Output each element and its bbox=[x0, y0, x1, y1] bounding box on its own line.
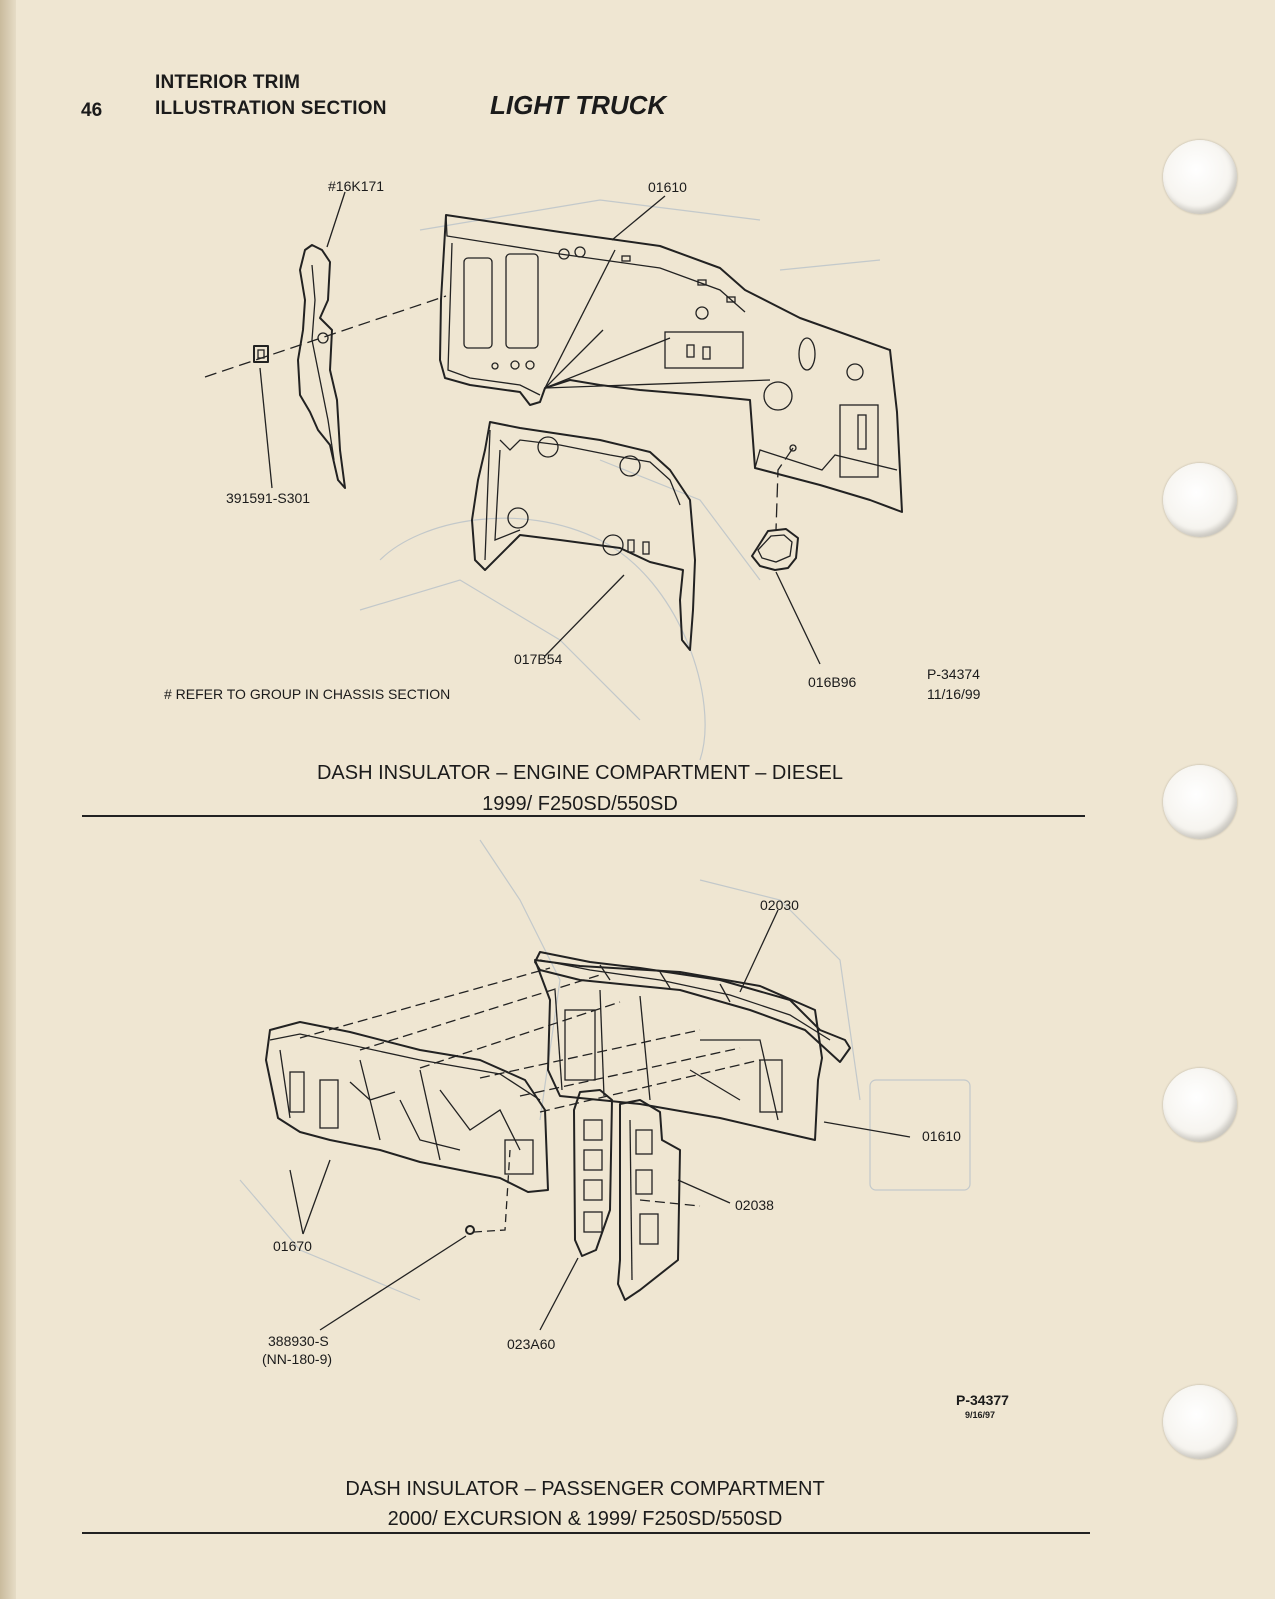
section-title-line1: INTERIOR TRIM bbox=[155, 72, 301, 93]
fig2-ref-date: 9/16/97 bbox=[965, 1410, 996, 1420]
fig1-leader-3 bbox=[260, 368, 272, 488]
fig1-divider bbox=[82, 815, 1085, 817]
fig1-leader-1 bbox=[327, 192, 345, 247]
fig1-grommet-016B96 bbox=[752, 529, 798, 570]
fig1-caption-line2: 1999/ F250SD/550SD bbox=[482, 793, 678, 815]
fig2-front-insulator-01670 bbox=[266, 1022, 548, 1192]
fig2-callout-388930-S: 388930-S bbox=[268, 1333, 329, 1349]
fig2-leader-4a bbox=[290, 1170, 303, 1234]
fig2-rear-panel-01610 bbox=[535, 960, 822, 1140]
brand-title: LIGHT TRUCK bbox=[490, 90, 667, 120]
fig2-callout-NN-180-9: (NN-180-9) bbox=[262, 1351, 333, 1367]
fig2-pin-388930 bbox=[466, 1150, 510, 1234]
fig2-callout-02038: 02038 bbox=[735, 1197, 774, 1213]
fig2-callout-01670: 01670 bbox=[273, 1238, 312, 1254]
fig1-ref-number: P-34374 bbox=[927, 666, 980, 682]
page-number: 46 bbox=[81, 100, 103, 121]
fig2-callout-01610: 01610 bbox=[922, 1128, 961, 1144]
fig2-caption-line1: DASH INSULATOR – PASSENGER COMPARTMENT bbox=[345, 1478, 825, 1500]
fig1-clip-391591 bbox=[254, 346, 268, 362]
fig1-callout-016B96: 016B96 bbox=[808, 674, 857, 690]
fig1-callout-01610: 01610 bbox=[648, 179, 687, 195]
fig2-duct-023A60 bbox=[574, 1090, 612, 1256]
fig2-callout-023A60: 023A60 bbox=[507, 1336, 556, 1352]
fig1-bracket-16K171 bbox=[298, 245, 345, 488]
fig2-caption-line2: 2000/ EXCURSION & 1999/ F250SD/550SD bbox=[387, 1508, 783, 1530]
fig2-leader-1 bbox=[740, 910, 778, 992]
fig2-side-insulator-02038 bbox=[618, 1100, 680, 1300]
fig2-leader-2 bbox=[824, 1122, 910, 1137]
fig1-caption-line1: DASH INSULATOR – ENGINE COMPARTMENT – DIESEL bbox=[316, 762, 844, 784]
fig2-callout-02030: 02030 bbox=[760, 897, 799, 913]
fig1-fastener-line bbox=[205, 296, 446, 377]
bleed-through-lines bbox=[240, 200, 970, 1300]
fig1-dash-panel-01610 bbox=[440, 215, 902, 512]
fig1-callout-017B54: 017B54 bbox=[514, 651, 563, 667]
fig1-callout-391591-S301: 391591-S301 bbox=[226, 490, 311, 506]
fig2-leader-5 bbox=[320, 1236, 466, 1330]
fig2-divider bbox=[82, 1532, 1090, 1534]
fig1-note: # REFER TO GROUP IN CHASSIS SECTION bbox=[164, 686, 451, 702]
fig2-leader-4b bbox=[303, 1160, 330, 1234]
fig1-leader-5 bbox=[776, 572, 820, 664]
fig2-upper-insulator-02030 bbox=[535, 952, 850, 1062]
fig2-ref-number: P-34377 bbox=[956, 1392, 1009, 1408]
fig2-leader-3 bbox=[678, 1180, 730, 1203]
fig2-leader-6 bbox=[540, 1258, 578, 1330]
fig1-ref-date: 11/16/99 bbox=[927, 686, 981, 702]
fig1-leader-4 bbox=[545, 575, 624, 656]
fig1-callout-16K171: #16K171 bbox=[328, 178, 385, 194]
section-title-line2: ILLUSTRATION SECTION bbox=[155, 98, 387, 119]
